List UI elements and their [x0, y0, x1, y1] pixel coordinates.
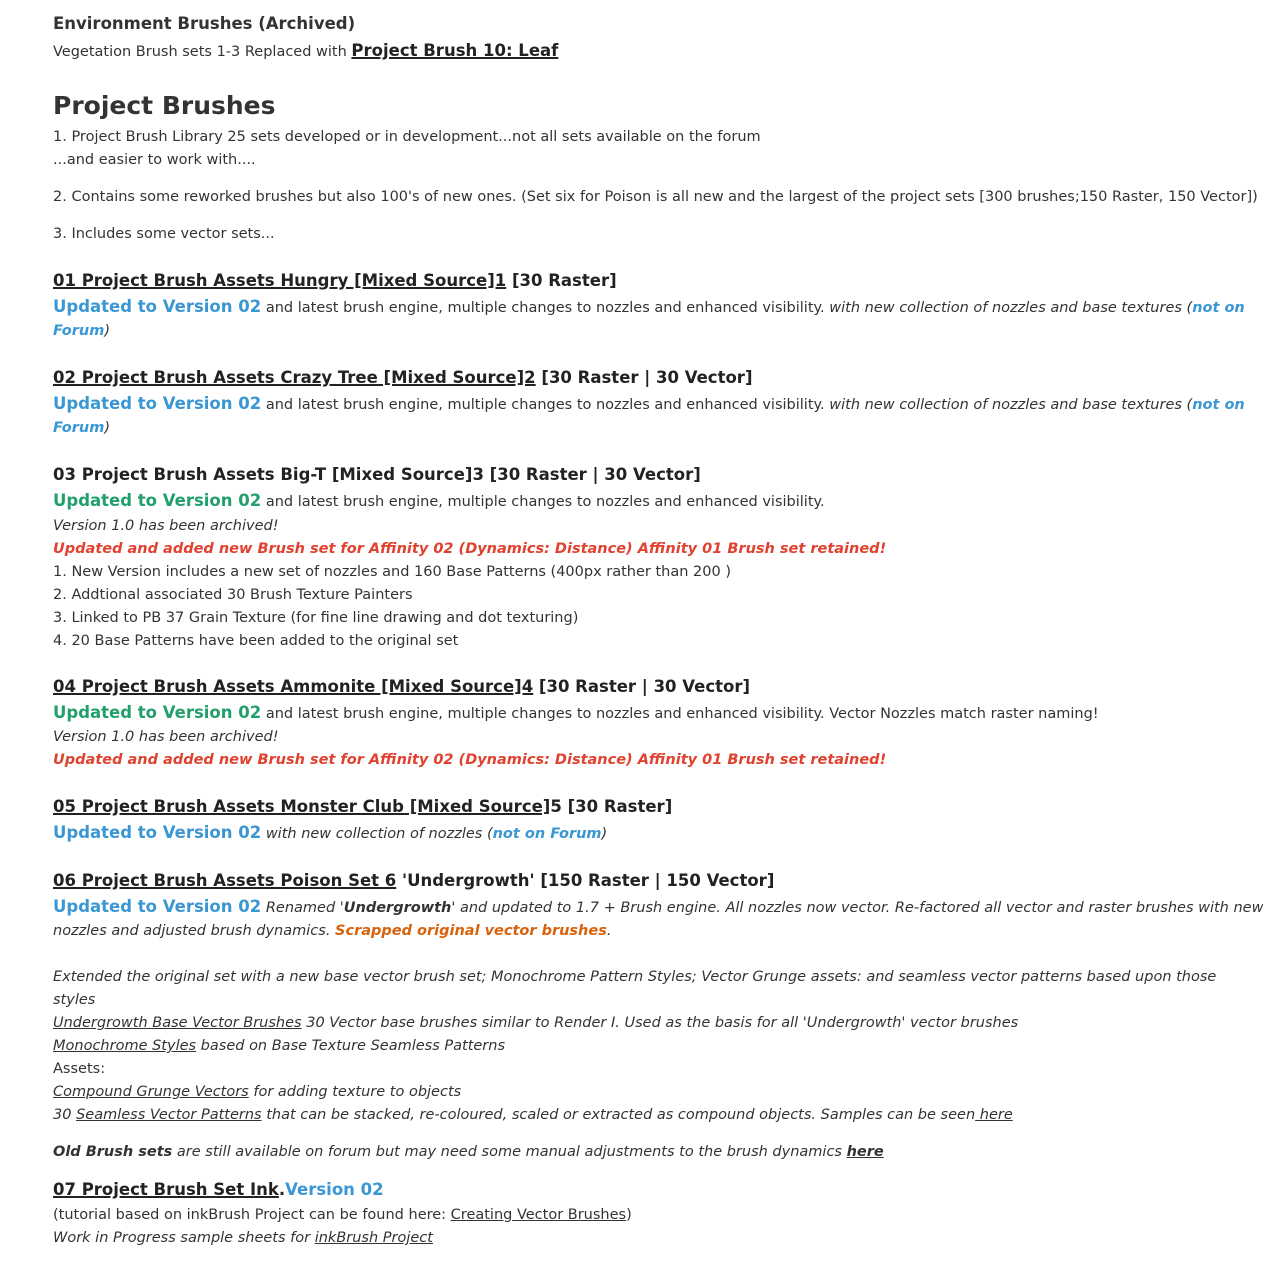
s06-svp-pre: 30 [53, 1107, 77, 1123]
s06-cg-link[interactable]: Compound Grunge Vectors [53, 1084, 249, 1100]
s07-tut-a: (tutorial based on inkBrush Project can be found here: [53, 1207, 451, 1223]
s03-item-4: 4. 20 Base Patterns have been added to the original set [53, 633, 459, 649]
s01-paren: ) [104, 323, 110, 339]
intro-p1b: ...and easier to work with.... [53, 152, 256, 168]
s06-link[interactable]: 06 Project Brush Assets Poison Set 6 [53, 871, 397, 890]
s07-tut-b: ) [626, 1207, 632, 1223]
s03-item-2: 2. Addtional associated 30 Brush Texture Painters [53, 587, 413, 603]
s04-link[interactable]: 04 Project Brush Assets Ammonite [Mixed Source]4 [53, 677, 534, 696]
s06-mono-line [53, 1036, 505, 1056]
s06-mono-rest: based on Base Texture Seamless Patterns [196, 1038, 506, 1054]
s01-engine: and latest brush engine, multiple changes to nozzles and enhanced visibility. [261, 300, 825, 316]
s06-updated: Updated to Version 02 [53, 897, 262, 916]
s06-svp-rest: that can be stacked, re-coloured, scaled or extracted as compound objects. Samples can be seen [261, 1107, 976, 1123]
s03-update [53, 491, 825, 512]
s03-item-3: 3. Linked to PB 37 Grain Texture (for fine line drawing and dot texturing) [53, 610, 579, 626]
leaf-link[interactable]: Project Brush 10: Leaf [351, 41, 559, 60]
s06-here2-link[interactable]: here [846, 1144, 884, 1160]
intro-p1a: 1. Project Brush Library 25 sets developed or in development...not all sets available on the forum [53, 129, 761, 145]
s06-renamed-a: Renamed ' [265, 900, 344, 916]
s01-forum-line [53, 321, 110, 341]
s01-updated: Updated to Version 02 [53, 297, 262, 316]
s06-svp-line [53, 1105, 1013, 1125]
s06-old-rest: are still available on forum but may need some manual adjustments to the brush dynamics [172, 1144, 847, 1160]
s02-paren: ) [104, 420, 110, 436]
s06-line2: nozzles and adjusted brush dynamics. [53, 923, 336, 939]
s02-updated: Updated to Version 02 [53, 394, 262, 413]
s06-svp-link[interactable]: Seamless Vector Patterns [76, 1107, 262, 1123]
s06-cg-rest: for adding texture to objects [248, 1084, 462, 1100]
s02-link[interactable]: 02 Project Brush Assets Crazy Tree [Mixed Source]2 [53, 368, 536, 387]
s05-not-on-forum: not on Forum [492, 826, 602, 842]
s06-mono-link[interactable]: Monochrome Styles [53, 1038, 197, 1054]
s05-rest: 5 [30 Raster] [550, 797, 673, 816]
s02-update [53, 394, 1245, 415]
s03-affinity: Updated and added new Brush set for Affinity 02 (Dynamics: Distance) Affinity 01 Brush set retained! [53, 541, 887, 557]
s05-collection: with new collection of nozzles ( [265, 826, 493, 842]
s07-link[interactable]: 07 Project Brush Set Ink [53, 1180, 279, 1199]
s06-extended-a: Extended the original set with a new base vector brush set; Monochrome Pattern Styles; Vector Grunge assets: and seamless vector patterns based upon those [53, 969, 1217, 985]
s03-engine: and latest brush engine, multiple changes to nozzles and enhanced visibility. [261, 494, 825, 510]
s06-extended-b: styles [53, 992, 96, 1008]
s02-collection: with new collection of nozzles and base textures ( [829, 397, 1193, 413]
s02-heading [53, 368, 753, 388]
s06-cg-line [53, 1082, 461, 1102]
s05-update [53, 823, 607, 844]
s06-update [53, 897, 1263, 918]
s01-rest: [30 Raster] [506, 271, 617, 290]
page-title: Project Brushes [53, 91, 276, 120]
s04-extra: Vector Nozzles match raster naming! [824, 706, 1099, 722]
s01-update [53, 297, 1245, 318]
s06-heading [53, 871, 774, 891]
archived-text: Vegetation Brush sets 1-3 Replaced with [53, 44, 352, 60]
s01-collection: with new collection of nozzles and base textures ( [829, 300, 1193, 316]
s01-not-on: not on [1192, 300, 1245, 316]
intro-p3: 3. Includes some vector sets... [53, 226, 275, 242]
s06-ug-rest: 30 Vector base brushes similar to Render I. Used as the basis for all 'Undergrowth' vector brushes [301, 1015, 1019, 1031]
s04-rest: [30 Raster | 30 Vector] [533, 677, 751, 696]
s02-not-on: not on [1192, 397, 1245, 413]
s04-engine: and latest brush engine, multiple changes to nozzles and enhanced visibility. [261, 706, 825, 722]
s06-update-line2 [53, 921, 611, 941]
s06-old-bold: Old Brush sets [53, 1144, 173, 1160]
s01-forum: Forum [53, 323, 105, 339]
s06-here-link[interactable]: here [975, 1107, 1013, 1123]
s06-rest: 'Undergrowth' [150 Raster | 150 Vector] [396, 871, 775, 890]
s05-link[interactable]: 05 Project Brush Assets Monster Club [Mixed Source] [53, 797, 551, 816]
s06-dot: . [606, 923, 612, 939]
s03-item-1: 1. New Version includes a new set of nozzles and 160 Base Patterns (400px rather than 200 ) [53, 564, 731, 580]
s07-heading [53, 1180, 384, 1200]
s07-wip-link[interactable]: inkBrush Project [314, 1230, 433, 1246]
s04-updated: Updated to Version 02 [53, 703, 262, 722]
s06-ug-line [53, 1013, 1018, 1033]
s05-updated: Updated to Version 02 [53, 823, 262, 842]
s04-heading [53, 677, 750, 697]
s01-heading [53, 271, 617, 291]
s02-forum: Forum [53, 420, 105, 436]
archived-line [53, 41, 558, 62]
s07-dot: . [278, 1180, 286, 1199]
s02-engine: and latest brush engine, multiple changes to nozzles and enhanced visibility. [261, 397, 825, 413]
s04-archived: Version 1.0 has been archived! [53, 729, 279, 745]
s03-updated: Updated to Version 02 [53, 491, 262, 510]
s05-paren: ) [601, 826, 608, 842]
s05-heading [53, 797, 672, 817]
s04-update [53, 703, 1099, 724]
s02-rest: [30 Raster | 30 Vector] [535, 368, 753, 387]
archived-heading: Environment Brushes (Archived) [53, 14, 356, 33]
s06-scrapped: Scrapped original vector brushes [335, 923, 607, 939]
s07-version: Version 02 [285, 1180, 384, 1199]
s03-archived: Version 1.0 has been archived! [53, 518, 279, 534]
s07-tut-link[interactable]: Creating Vector Brushes [450, 1207, 627, 1223]
s06-renamed-b: Undergrowth [343, 900, 452, 916]
s06-renamed-c: ' and updated to 1.7 + Brush engine. All nozzles now vector. Re-factored all vector and raster brushes with new [451, 900, 1263, 916]
s02-forum-line [53, 418, 110, 438]
intro-p2: 2. Contains some reworked brushes but also 100's of new ones. (Set six for Poison is all new and the largest of the project sets [300 brushes;150 Raster, 150 Vector]) [53, 189, 1258, 205]
s06-ug-link[interactable]: Undergrowth Base Vector Brushes [53, 1015, 302, 1031]
s07-wip-a: Work in Progress sample sheets for [53, 1230, 315, 1246]
s07-wip [53, 1228, 433, 1248]
s03-heading: 03 Project Brush Assets Big-T [Mixed Source]3 [30 Raster | 30 Vector] [53, 465, 701, 484]
s04-affinity: Updated and added new Brush set for Affinity 02 (Dynamics: Distance) Affinity 01 Brush set retained! [53, 752, 887, 768]
s06-assets: Assets: [53, 1061, 106, 1077]
s06-old-line [53, 1142, 884, 1162]
s07-tutorial [53, 1205, 632, 1225]
s01-link[interactable]: 01 Project Brush Assets Hungry [Mixed Source]1 [53, 271, 507, 290]
